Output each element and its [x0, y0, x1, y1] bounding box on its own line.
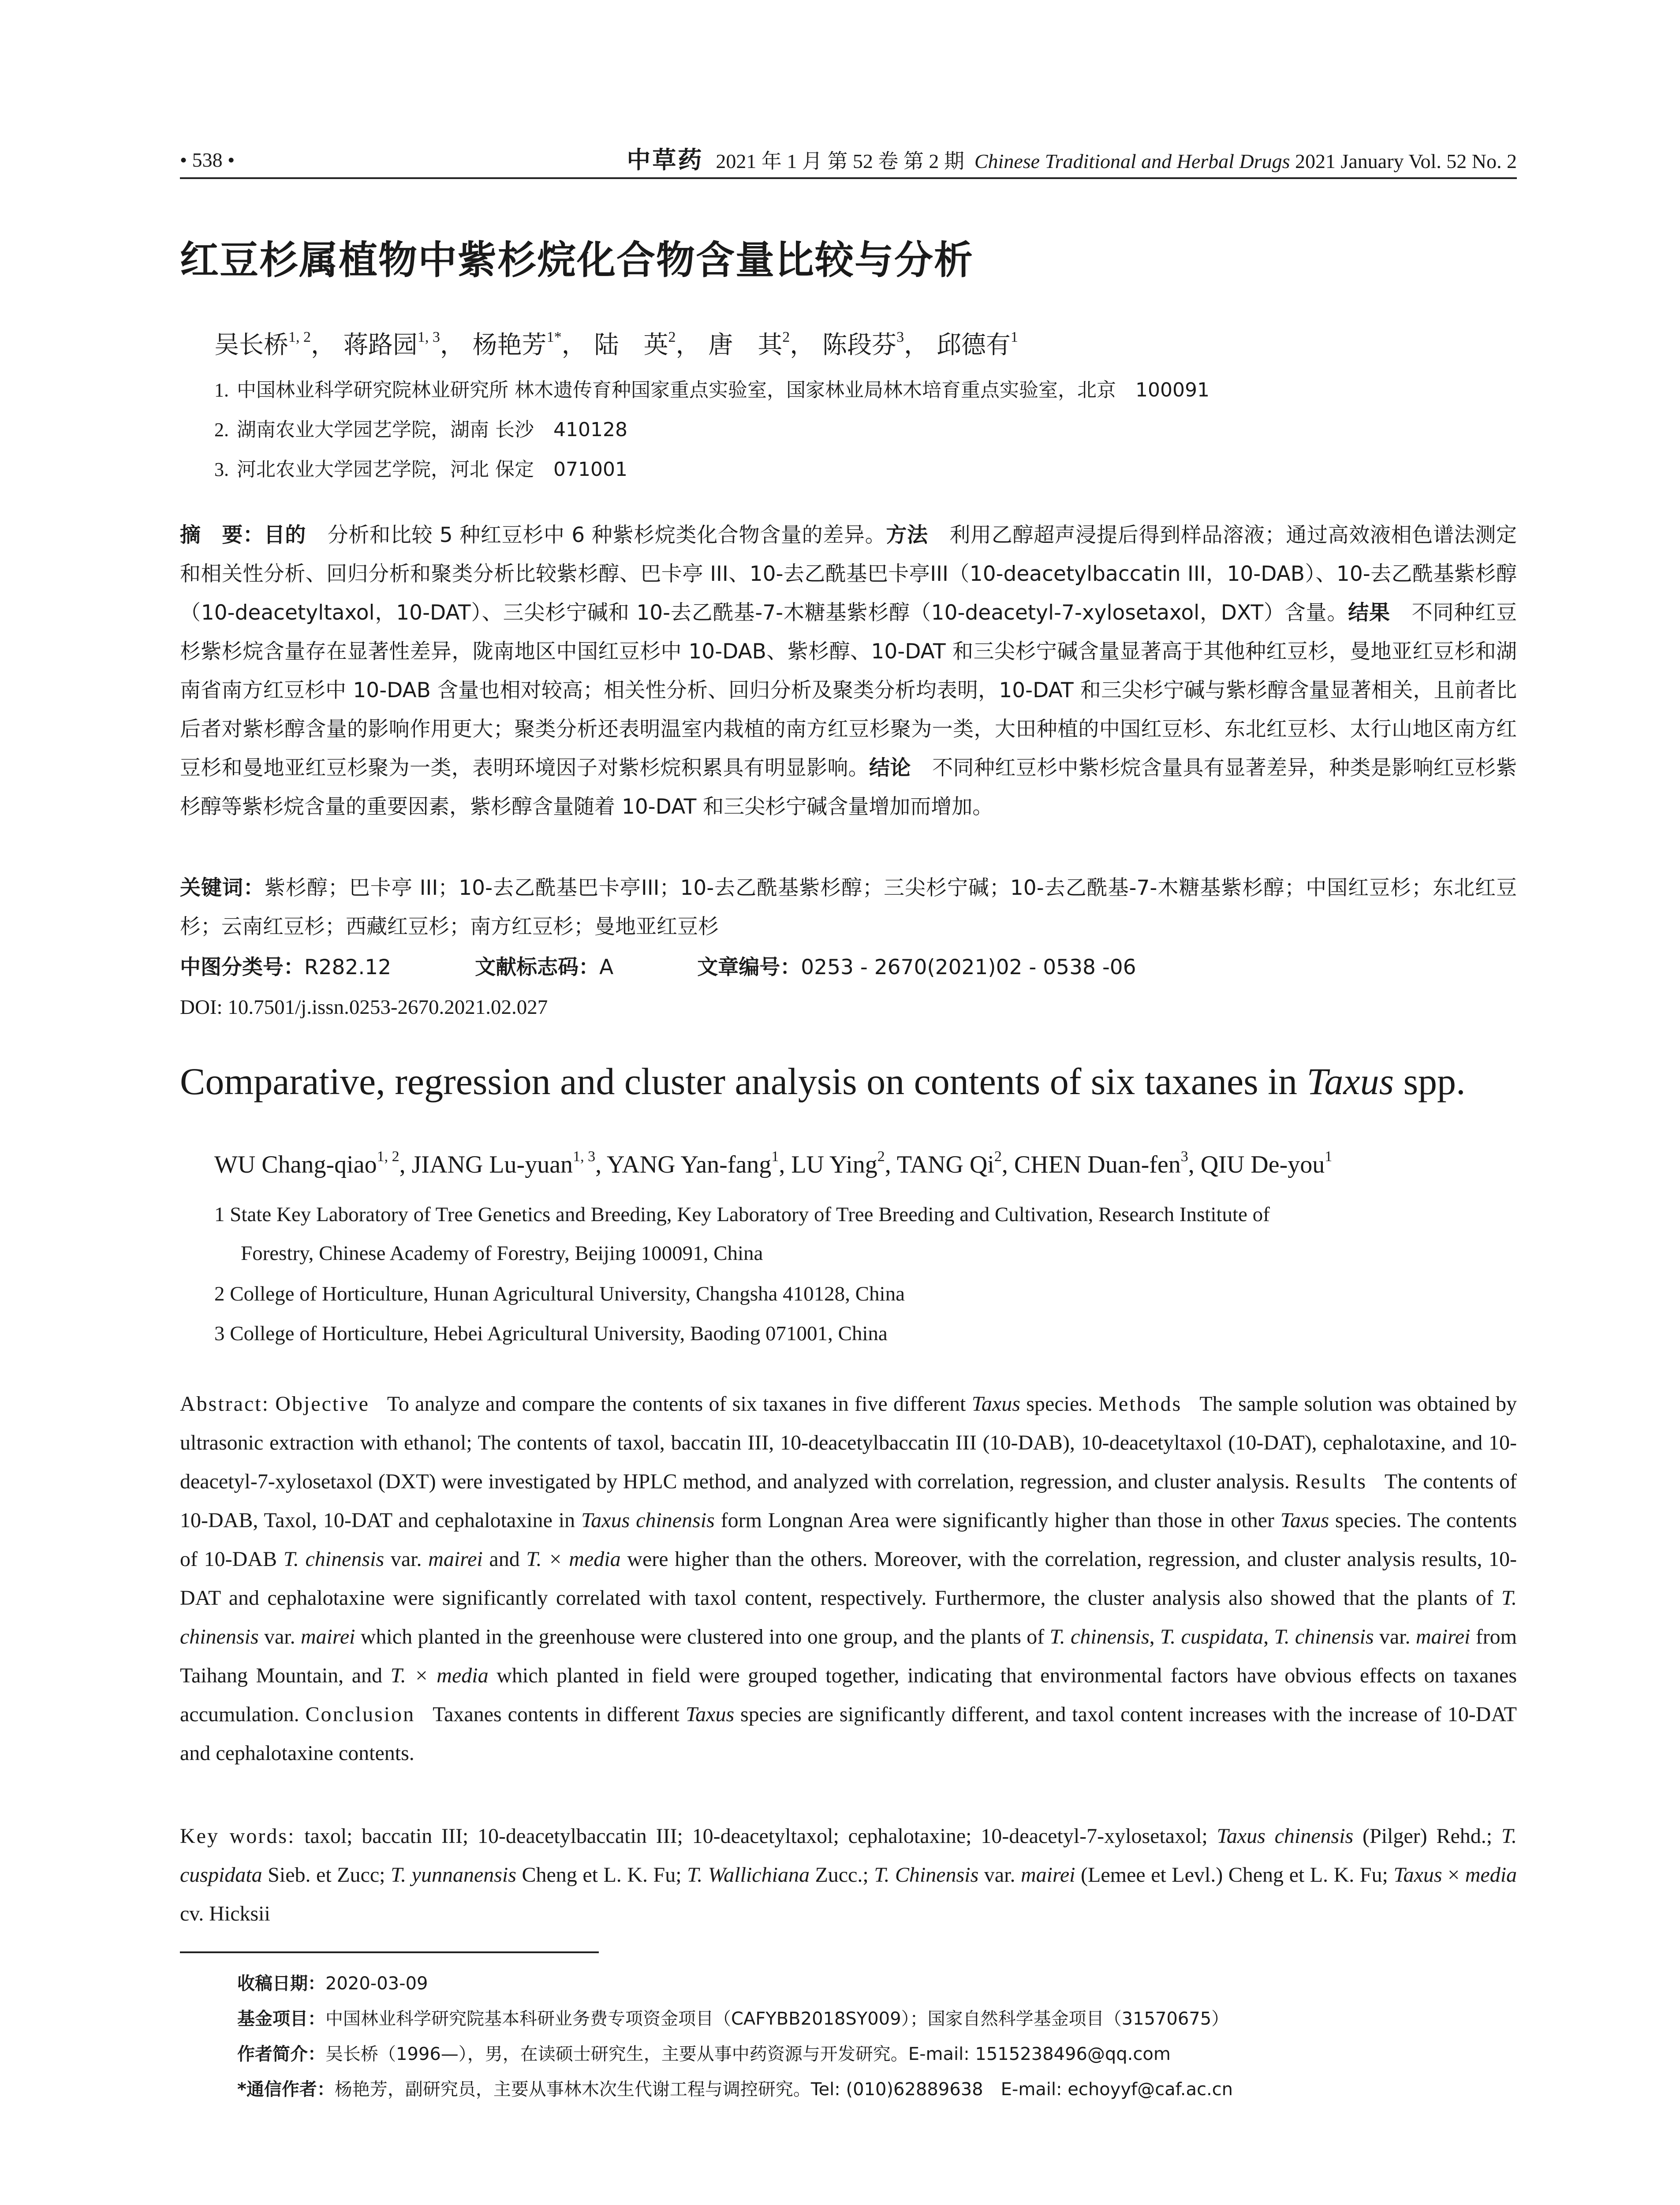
doc-code: A: [599, 955, 614, 979]
cn-author: 蒋路园$^{1, 3}$: [343, 329, 440, 359]
classification-line: 中图分类号：R282.12 文献标志码：A 文章编号：0253 - 2670(2021)02 - 0538 -06: [180, 955, 1136, 979]
page-number: • 538 •: [180, 149, 235, 171]
en-affiliation-2: 2 College of Horticulture, Hunan Agricultural University, Changsha 410128, China: [214, 1282, 905, 1305]
running-header: [180, 145, 1517, 176]
en-methods: The sample solution was obtained by ultrasonic extraction with ethanol; The contents of taxol, baccatin III, 10-deacetylbaccatin III (10-DAB), 10-deacetyltaxol (10-DAT), cephalotaxine, and 10-deacetyl-7-xylosetaxol (DXT) were investigated by HPLC method, and analyzed with correlation, regression, and cluster analysis.: [180, 1392, 1517, 1493]
clc-number: R282.12: [304, 955, 392, 979]
en-abstract-label: Abstract:: [180, 1392, 269, 1416]
en-author: WU Chang-qiao$^{1, 2}$: [214, 1148, 399, 1178]
cn-affiliation-2: 2. 湖南农业大学园艺学院，湖南 长沙 410128: [214, 419, 627, 441]
journal-logo: 中草药: [627, 146, 704, 174]
issue-en: 2021 January Vol. 52 No. 2: [1295, 150, 1517, 172]
en-title: Comparative, regression and cluster analysis on contents of six taxanes in Taxus spp.: [180, 1060, 1466, 1102]
issue-cn: 2021 年 1 月 第 52 卷 第 2 期: [716, 150, 964, 172]
en-author: LU Ying$^2$: [791, 1148, 885, 1178]
cn-methods: 利用乙醇超声浸提后得到样品溶液；通过高效液相色谱法测定和相关性分析、回归分析和聚类分析比较紫杉醇、巴卡亭 III、10-去乙酰基巴卡亭III（10-deacetylbaccatin III，10-DAB）、10-去乙酰基紫杉醇（10-deacetyltaxol，10-DAT）、三尖杉宁碱和 10-去乙酰基-7-木糖基紫杉醇（10-deacetyl-7-xylosetaxol，DXT）含量。: [180, 523, 1517, 625]
footnote-received: 收稿日期：2020-03-09: [237, 1973, 428, 1994]
cn-author: 陈段芬$^3$: [822, 329, 904, 359]
doi-line: DOI: 10.7501/j.issn.0253-2670.2021.02.027: [180, 996, 548, 1019]
cn-affiliation-1: 1. 中国林业科学研究院林业研究所 林木遗传育种国家重点实验室，国家林业局林木培育重点实验室，北京 100091: [214, 379, 1210, 401]
en-affiliation-1: 1 State Key Laboratory of Tree Genetics and Breeding, Key Laboratory of Tree Breeding and Cultivation, Research Institute of Forestry, Chinese Academy of Forestry, Beijing 100091, China: [214, 1203, 1270, 1265]
header-rule: [180, 177, 1517, 179]
cn-author: 邱德有$^1$: [936, 329, 1018, 359]
cn-author: 陆 英$^2$: [594, 329, 676, 359]
en-author-list: WU Chang-qiao$^{1, 2}$, JIANG Lu-yuan$^{1, 3}$, YANG Yan-fang$^1$, LU Ying$^2$, TANG Qi$^2$, CHEN Duan-fen$^3$, QIU De-you$^1$: [214, 1148, 1333, 1178]
article-number: 0253 - 2670(2021)02 - 0538 -06: [801, 955, 1136, 979]
cn-author: 杨艳芳$^{1*}$: [472, 329, 562, 359]
en-author: TANG Qi$^2$: [896, 1148, 1002, 1178]
cn-keywords: [180, 869, 1517, 946]
cn-conclusion: 不同种红豆杉中紫杉烷含量具有显著差异，种类是影响红豆杉紫杉醇等紫杉烷含量的重要因素，紫杉醇含量随着 10-DAT 和三尖杉宁碱含量增加而增加。: [180, 756, 1517, 819]
cn-results: 不同种红豆杉紫杉烷含量存在显著性差异，陇南地区中国红豆杉中 10-DAB、紫杉醇、10-DAT 和三尖杉宁碱含量显著高于其他种红豆杉，曼地亚红豆杉和湖南省南方红豆杉中 10-DAB 含量也相对较高；相关性分析、回归分析及聚类分析均表明，10-DAT 和三尖杉宁碱与紫杉醇含量显著相关，且前者比后者对紫杉醇含量的影响作用更大；聚类分析还表明温室内栽植的南方红豆杉聚为一类，大田种植的中国红豆杉、东北红豆杉、太行山地区南方红豆杉和曼地亚红豆杉聚为一类，表明环境因子对紫杉烷积累具有明显影响。: [180, 601, 1517, 780]
cn-objective: 分析和比较 5 种红豆杉中 6 种紫杉烷类化合物含量的差异。: [327, 523, 886, 547]
en-keywords: Key words: taxol; baccatin III; 10-deacetylbaccatin III; 10-deacetyltaxol; cephalotaxine; 10-deacetyl-7-xylosetaxol; Taxus chinensis (Pilger) Rehd.; T. cuspidata Sieb. et Zucc; T. yunnanensis Cheng et L. K. Fu; T. Wallichiana Zucc.; T. Chinensis var. mairei (Lemee et Levl.) Cheng et L. K. Fu; Taxus × media cv. Hicksii: [180, 1824, 1517, 1925]
cn-abstract: 摘 要：目的 分析和比较 5 种红豆杉中 6 种紫杉烷类化合物含量的差异。方法 利用乙醇超声浸提后得到样品溶液；通过高效液相色谱法测定和相关性分析、回归分析和聚类分析比较紫杉醇、巴卡亭 III、10-去乙酰基巴卡亭III（10-deacetylbaccatin III，10-DAB）、10-去乙酰基紫杉醇（10-deacetyltaxol，10-DAT）、三尖杉宁碱和 10-去乙酰基-7-木糖基紫杉醇（10-deacetyl-7-xylosetaxol，DXT）含量。结果 不同种红豆杉紫杉烷含量存在显著性差异，陇南地区中国红豆杉中 10-DAB、紫杉醇、10-DAT 和三尖杉宁碱含量显著高于其他种红豆杉，曼地亚红豆杉和湖南省南方红豆杉中 10-DAB 含量也相对较高；相关性分析、回归分析及聚类分析均表明，10-DAT 和三尖杉宁碱与紫杉醇含量显著相关，且前者比后者对紫杉醇含量的影响作用更大；聚类分析还表明温室内栽植的南方红豆杉聚为一类，大田种植的中国红豆杉、东北红豆杉、太行山地区南方红豆杉和曼地亚红豆杉聚为一类，表明环境因子对紫杉烷积累具有明显影响。结论 不同种红豆杉中紫杉烷含量具有显著差异，种类是影响红豆杉紫杉醇等紫杉烷含量的重要因素，紫杉醇含量随着 10-DAT 和三尖杉宁碱含量增加而增加。: [180, 523, 1517, 819]
en-author: QIU De-you$^1$: [1200, 1148, 1333, 1178]
journal-name-en: Chinese Traditional and Herbal Drugs: [974, 150, 1290, 172]
cn-keywords-label: 关键词：: [180, 876, 265, 900]
footnote-funding: 基金项目：中国林业科学研究院基本科研业务费专项资金项目（CAFYBB2018SY009）；国家自然科学基金项目（31570675）: [237, 2009, 1229, 2029]
cn-keywords-text: 紫杉醇；巴卡亭 III；10-去乙酰基巴卡亭III；10-去乙酰基紫杉醇；三尖杉宁碱；10-去乙酰基-7-木糖基紫杉醇；中国红豆杉；东北红豆杉；云南红豆杉；西藏红豆杉；南方红豆杉；曼地亚红豆杉: [180, 876, 1517, 939]
footnote-rule: [180, 1951, 599, 1953]
en-author: CHEN Duan-fen$^3$: [1014, 1148, 1188, 1178]
en-affiliation-3: 3 College of Horticulture, Hebei Agricultural University, Baoding 071001, China: [214, 1322, 888, 1345]
footnote-author-bio: 作者简介：吴长桥（1996—），男，在读硕士研究生，主要从事中药资源与开发研究。E-mail: 1515238496@qq.com: [237, 2044, 1171, 2064]
en-author: JIANG Lu-yuan$^{1, 3}$: [411, 1148, 596, 1178]
cn-author: 唐 其$^2$: [708, 329, 790, 359]
footnote-corresponding: *通信作者：杨艳芳，副研究员，主要从事林木次生代谢工程与调控研究。Tel: (010)62889638 E-mail: echoyyf@caf.ac.cn: [237, 2079, 1233, 2100]
en-keywords-label: Key words:: [180, 1824, 295, 1848]
journal-info: [627, 145, 1517, 177]
en-abstract: Abstract: Objective To analyze and compare the contents of six taxanes in five different Taxus species. Methods The sample solution was obtained by ultrasonic extraction with ethanol; The contents of taxol, baccatin III, 10-deacetylbaccatin III (10-DAB), 10-deacetyltaxol (10-DAT), cephalotaxine, and 10-deacetyl-7-xylosetaxol (DXT) were investigated by HPLC method, and analyzed with correlation, regression, and cluster analysis. Results The contents of 10-DAB, Taxol, 10-DAT and cephalotaxine in Taxus chinensis form Longnan Area were significantly higher than those in other Taxus species. The contents of 10-DAB T. chinensis var. mairei and T. × media were higher than the others. Moreover, with the correlation, regression, and cluster analysis results, 10-DAT and cephalotaxine were significantly correlated with taxol content, respectively. Furthermore, the cluster analysis also showed that the plants of T. chinensis var. mairei which planted in the greenhouse were clustered into one group, and the plants of T. chinensis, T. cuspidata, T. chinensis var. mairei from Taihang Mountain, and T. × media which planted in field were grouped together, indicating that environmental factors have obvious effects on taxanes accumulation. Conclusion Taxanes contents in different Taxus species are significantly different, and taxol content increases with the increase of 10-DAT and cephalotaxine contents.: [180, 1392, 1517, 1765]
cn-author: 吴长桥$^{1, 2}$: [214, 329, 311, 359]
en-author: YANG Yan-fang$^1$: [606, 1148, 779, 1178]
cn-affiliation-3: 3. 河北农业大学园艺学院，河北 保定 071001: [214, 458, 627, 481]
cn-abstract-label: 摘 要：: [180, 523, 264, 547]
cn-author-list: 吴长桥$^{1, 2}$， 蒋路园$^{1, 3}$， 杨艳芳$^{1*}$， 陆 英$^2$， 唐 其$^2$， 陈段芬$^3$， 邱德有$^1$: [214, 329, 1018, 359]
cn-title: 红豆杉属植物中紫杉烷化合物含量比较与分析: [180, 237, 974, 283]
